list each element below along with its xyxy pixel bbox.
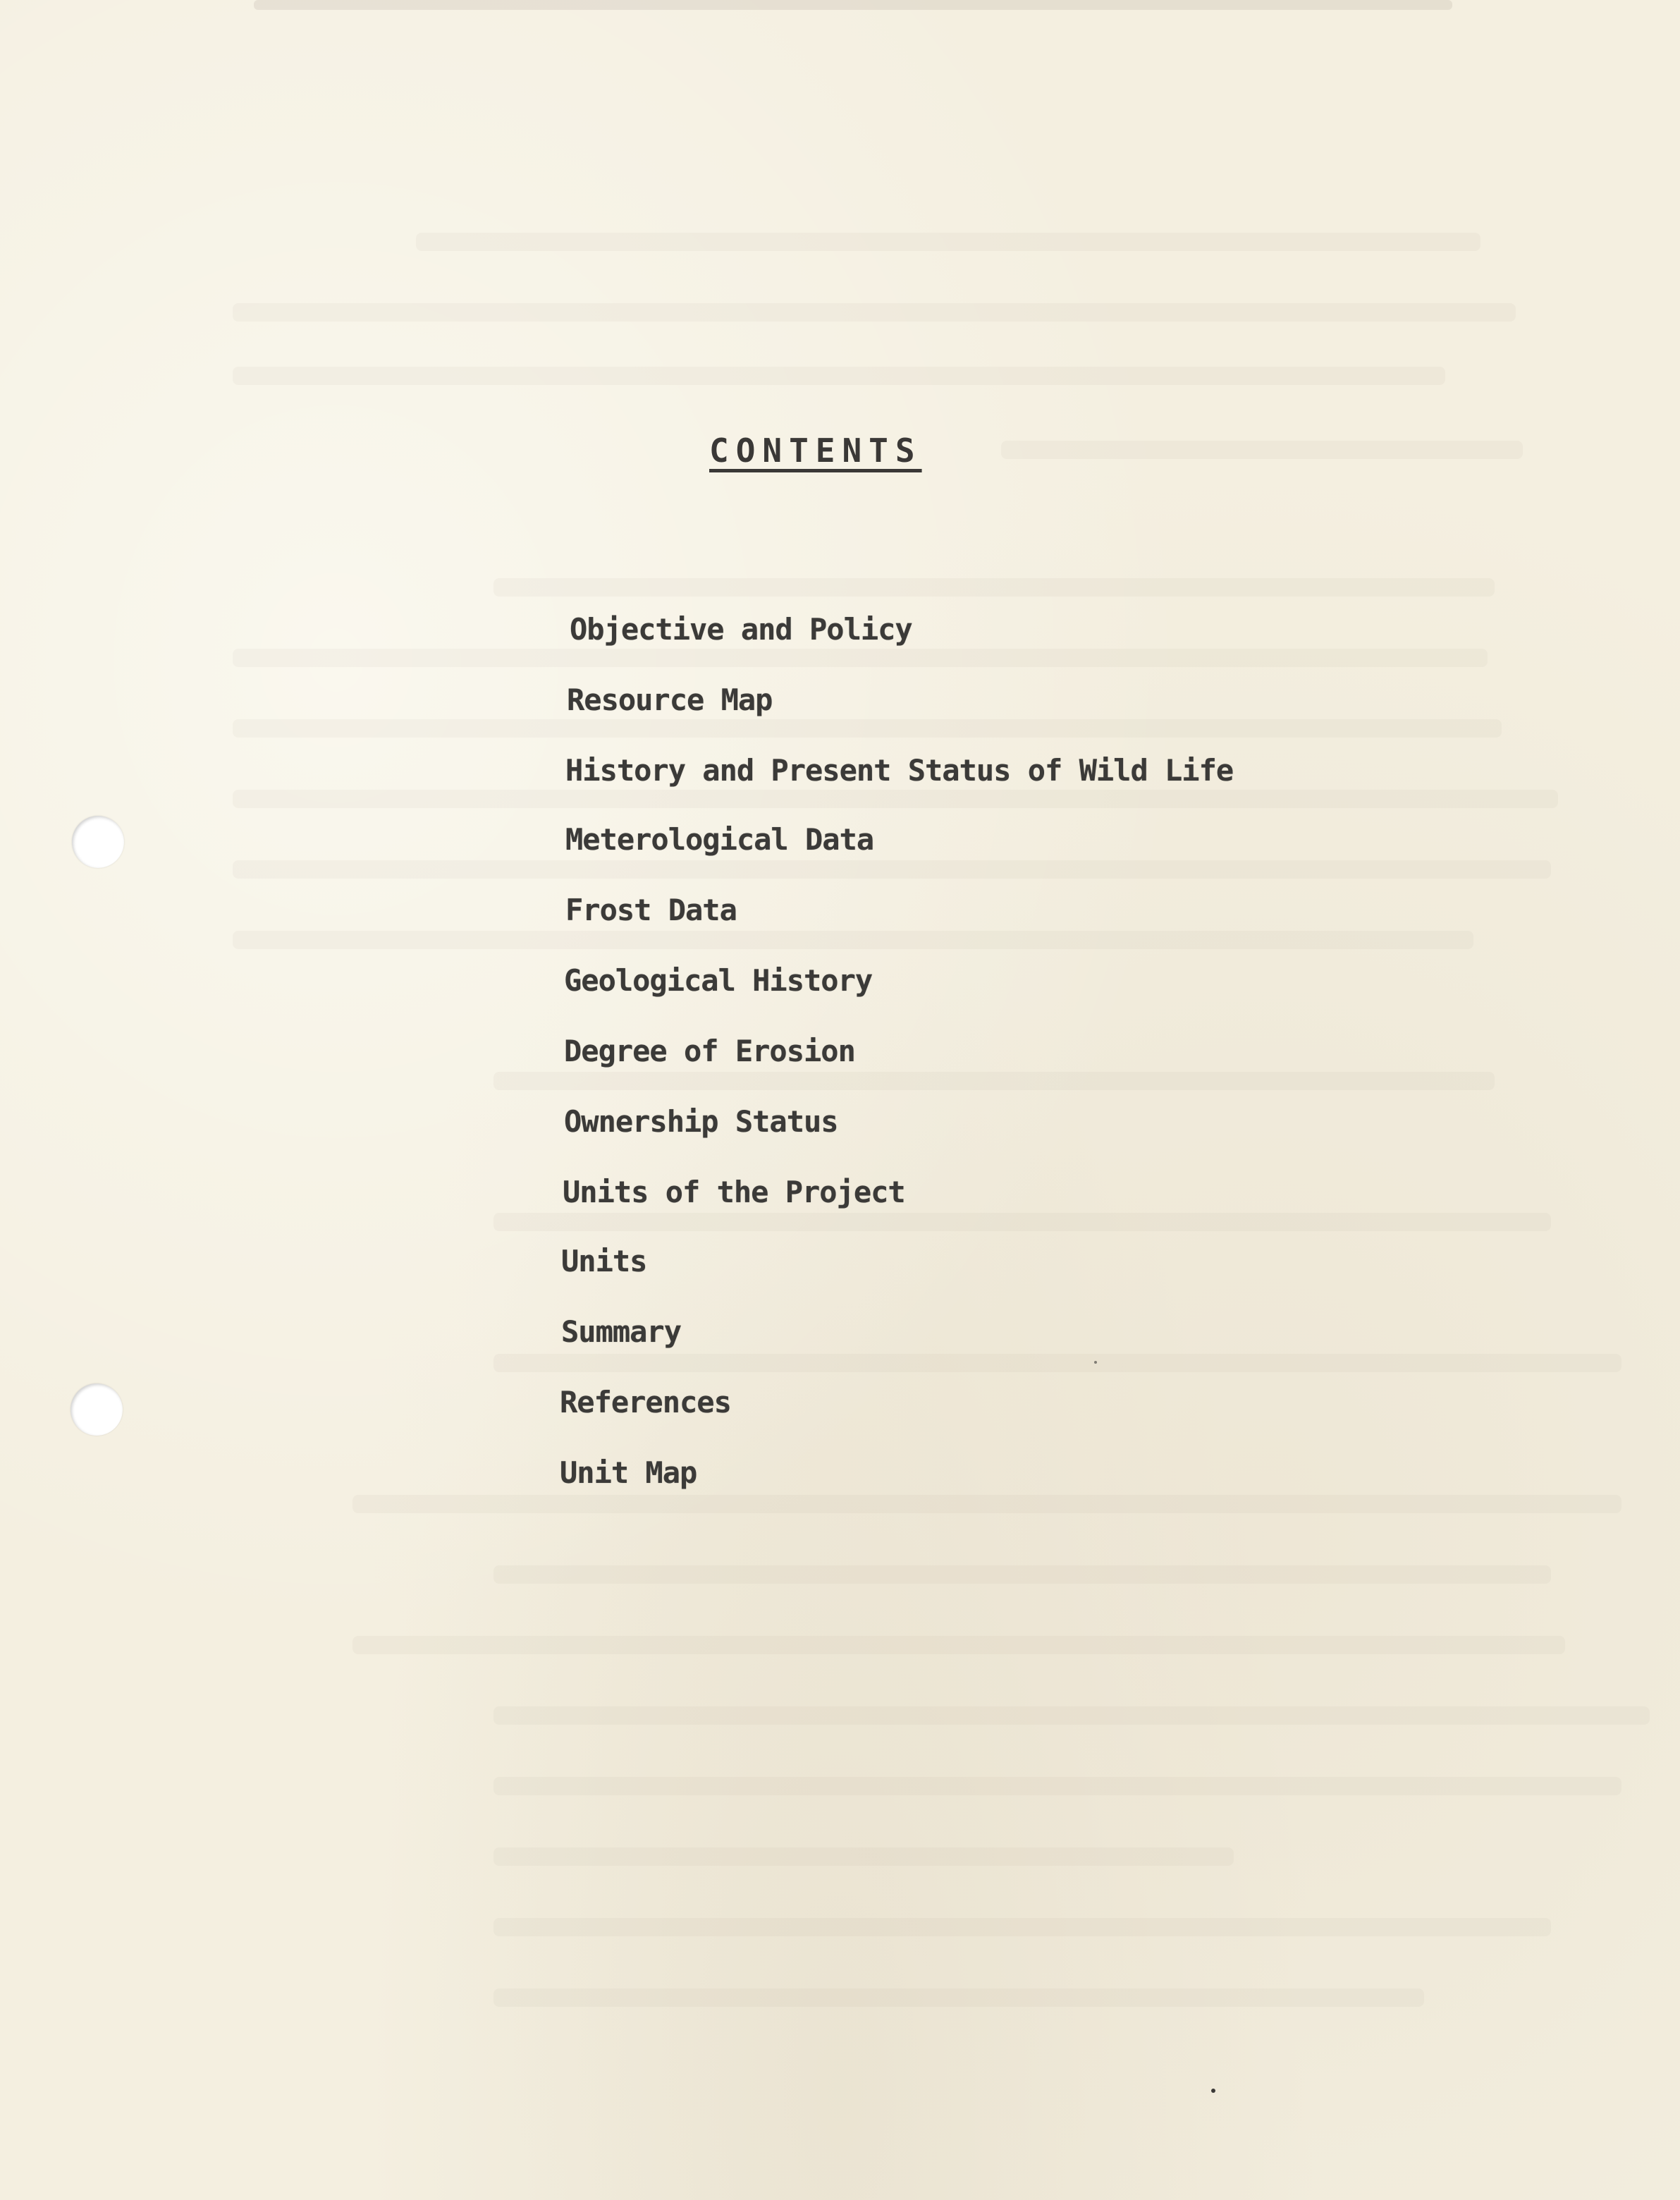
ink-speck	[1211, 2089, 1215, 2093]
toc-entry: Resource Map	[567, 683, 773, 717]
toc-entry: Objective and Policy	[570, 612, 912, 647]
toc-entry: References	[560, 1385, 731, 1419]
toc-entry: Geological History	[564, 963, 873, 998]
toc-entry: Units	[561, 1244, 647, 1278]
top-edge-smudge	[254, 0, 1452, 10]
ink-speck	[1094, 1361, 1097, 1364]
toc-entry: History and Present Status of Wild Life	[565, 753, 1234, 788]
toc-entry: Frost Data	[565, 893, 737, 927]
toc-entry: Meterological Data	[565, 822, 874, 857]
toc-entry: Units of the Project	[563, 1175, 905, 1209]
toc-entry: Ownership Status	[564, 1104, 838, 1139]
toc-entry: Unit Map	[560, 1455, 697, 1490]
toc-entry: Degree of Erosion	[564, 1034, 855, 1068]
toc-entry: Summary	[561, 1314, 682, 1349]
punch-hole-lower	[70, 1383, 123, 1436]
punch-hole-upper	[72, 816, 124, 868]
page-title: CONTENTS	[709, 432, 922, 470]
